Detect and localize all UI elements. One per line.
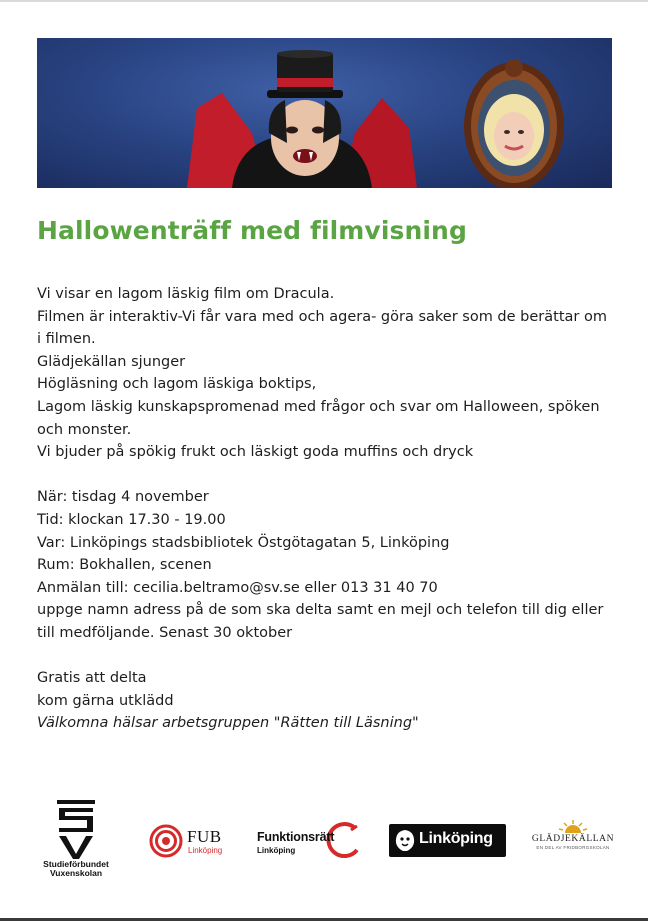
fub-sub: Linköping: [188, 846, 223, 855]
sv-name-line1: Studieförbundet: [43, 859, 109, 869]
gladjekallan-sub: EN DEL AV FRIDBORGSKOLAN: [536, 845, 610, 850]
description-line: Filmen är interaktiv-Vi får vara med och agera- göra saker som de berättar om i filmen.: [37, 308, 607, 348]
detail-room: Rum: Bokhallen, scenen: [37, 557, 212, 574]
gladjekallan-logo: [530, 820, 616, 860]
description-line: Högläsning och lagom läskiga boktips,: [37, 376, 317, 393]
linkoping-name: Linköping: [419, 830, 493, 847]
top-divider: [0, 0, 648, 2]
description-line: Glädjekällan sjunger: [37, 353, 186, 370]
portrait-frame: [464, 59, 564, 188]
description-line: Vi visar en lagom läskig film om Dracula.: [37, 286, 335, 302]
detail-where: Var: Linköpings stadsbibliotek Östgötagatan 5, Linköping: [37, 534, 450, 551]
spacer: [37, 645, 615, 668]
fub-name: FUB: [187, 827, 222, 846]
funktionsratt-sub: Linköping: [257, 846, 296, 855]
fub-logo: [149, 823, 233, 861]
event-banner-image: [37, 38, 612, 188]
sv-logo: [35, 798, 117, 878]
lion-icon: [394, 829, 416, 852]
sv-emblem-icon: [51, 798, 101, 860]
spacer: [37, 464, 615, 487]
gladjekallan-name: GLÄDJEKÄLLAN: [531, 834, 615, 844]
detail-when: När: tisdag 4 november: [37, 489, 209, 506]
closing-costume: kom gärna utklädd: [37, 692, 174, 709]
dracula-figure: [187, 50, 417, 188]
event-body: [37, 283, 615, 735]
sponsor-logos: [0, 790, 648, 890]
closing-welcome: Välkomna hälsar arbetsgruppen "Rätten till Läsning": [37, 715, 419, 732]
fub-ring-icon: [149, 824, 183, 858]
description-line: Vi bjuder på spökig frukt och läskigt goda muffins och dryck: [37, 444, 474, 461]
closing-free: Gratis att delta: [37, 670, 147, 687]
detail-signup: Anmälan till: cecilia.beltramo@sv.se eller 013 31 40 70: [37, 579, 438, 596]
description-line: Lagom läskig kunskapspromenad med frågor och svar om Halloween, spöken och monster.: [37, 398, 600, 438]
sv-name-line2: Vuxenskolan: [49, 868, 103, 878]
funktionsratt-name: Funktionsrätt: [257, 830, 335, 844]
detail-time: Tid: klockan 17.30 - 19.00: [37, 511, 226, 528]
sun-icon: [558, 820, 588, 834]
linkoping-logo: [389, 824, 506, 857]
detail-instructions: uppge namn adress på de som ska delta samt en mejl och telefon till dig eller till medföljande. Senast 30 oktober: [37, 602, 604, 641]
funktionsratt-logo: [255, 822, 363, 862]
event-title: Hallowenträff med filmvisning: [37, 216, 467, 245]
